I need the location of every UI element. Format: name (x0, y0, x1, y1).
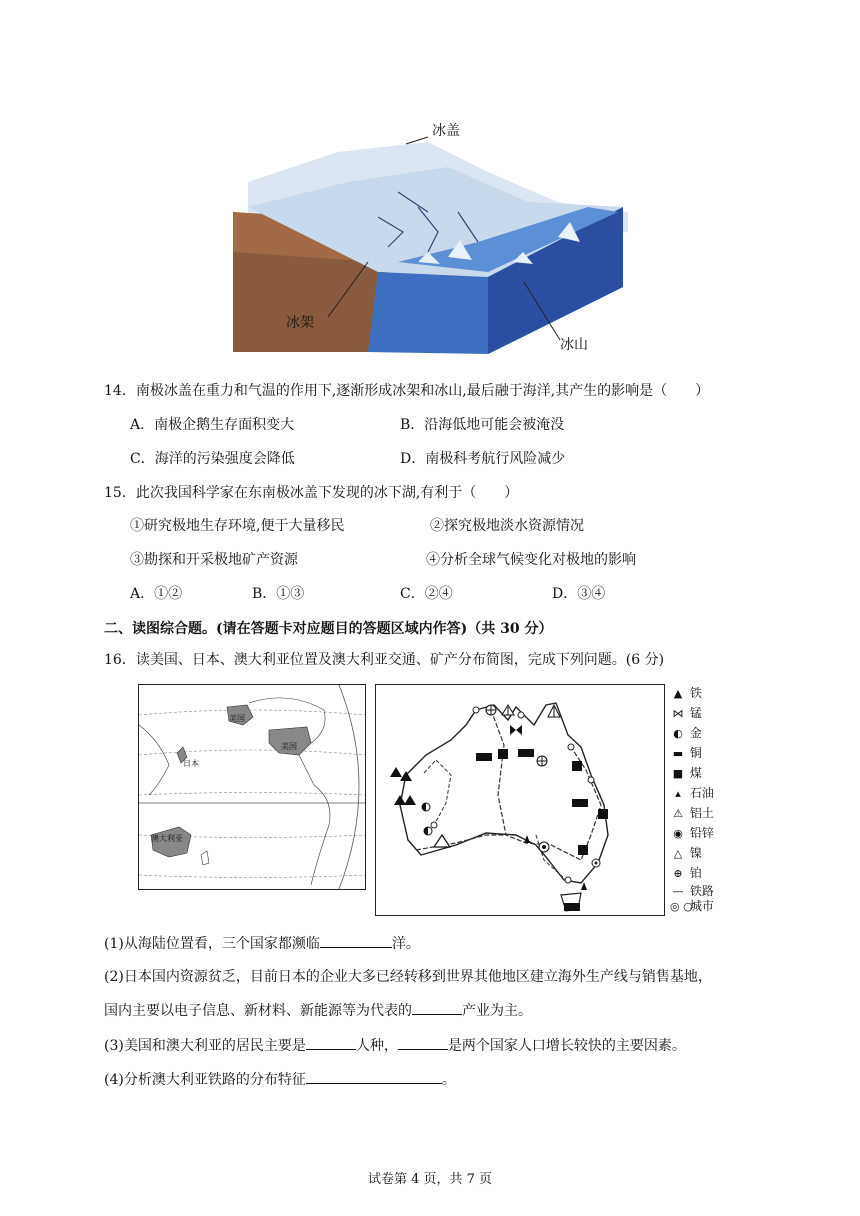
sub3-suffix: 是两个国家人口增长较快的主要因素。 (447, 1038, 686, 1054)
q16-stem: 16．读美国、日本、澳大利亚位置及澳大利亚交通、矿产分布简图，完成下列问题。(6 分) (104, 652, 665, 668)
q14-option-c: C．海洋的污染强度会降低 (130, 451, 295, 467)
q15-option-d: D．③④ (552, 586, 606, 602)
circle-dot-icon: ◉ (673, 827, 683, 840)
answer-blank[interactable] (398, 1035, 448, 1050)
q14-stem: 14．南极冰盖在重力和气温的作用下,逐渐形成冰架和冰山,最后融于海洋,其产生的影响是（ ） (104, 383, 710, 399)
iceberg-label: 冰山 (560, 337, 588, 353)
q15-option-b: B．①③ (252, 586, 305, 602)
q16-sub2-line2 (104, 1000, 532, 1021)
legend-label: 铂 (689, 866, 702, 880)
japan-label: 日本 (183, 759, 199, 768)
triangle-striped-icon: ⚠ (673, 807, 683, 820)
city-icon: ◎ ○ (670, 900, 693, 913)
q16-sub2-line1: (2)日本国内资源贫乏，目前日本的企业大多已经转移到世界其他地区建立海外生产线与销售基地， (104, 969, 712, 985)
australia-map (375, 684, 665, 916)
triangle-filled-icon: ▲ (673, 687, 683, 700)
q14-option-d: D．南极科考航行风险减少 (400, 451, 566, 467)
legend-nickel (670, 846, 702, 861)
legend-label: 铜 (689, 746, 702, 760)
sub3-mid: 人种， (355, 1038, 398, 1054)
alaska-label: 美国 (229, 714, 245, 723)
legend-label: 锰 (689, 706, 702, 720)
sub1-text: (1)从海陆位置看，三个国家都濒临 (104, 936, 320, 952)
legend-copper (670, 746, 702, 761)
oil-drop-icon: ▴ (675, 787, 681, 800)
q14-option-a: A．南极企鹅生存面积变大 (130, 417, 295, 433)
australia-map-svg (376, 685, 664, 915)
legend-railway (670, 884, 714, 899)
world-map (138, 684, 366, 890)
usa-label: 美国 (281, 742, 297, 751)
q16-sub4 (104, 1069, 456, 1090)
legend-oil (670, 786, 714, 801)
legend-label: 城市 (689, 899, 714, 913)
bowtie-icon: ⋈ (672, 707, 684, 720)
triangle-outline-icon: △ (673, 847, 683, 860)
square-icon: ■ (672, 767, 684, 780)
legend-label: 铁路 (689, 884, 714, 898)
q14-option-b: B．沿海低地可能会被淹没 (400, 417, 565, 433)
half-circle-icon: ◐ (673, 727, 683, 740)
legend-manganese (670, 706, 702, 721)
sub1-suffix: 洋。 (391, 936, 420, 952)
sub3-text: (3)美国和澳大利亚的居民主要是 (104, 1038, 306, 1054)
legend-label: 铝土 (689, 806, 714, 820)
australia-label: 澳大利亚 (151, 834, 183, 843)
sub2-suffix: 产业为主。 (462, 1003, 532, 1019)
q15-item-4: ④分析全球气候变化对极地的影响 (426, 552, 636, 568)
q15-option-a: A．①② (130, 586, 183, 602)
q15-item-1: ①研究极地生存环境,便于大量移民 (130, 518, 345, 534)
legend-coal (670, 766, 702, 781)
q16-sub1 (104, 933, 420, 954)
legend-iron (670, 686, 702, 701)
circle-cross-icon: ⊕ (673, 867, 683, 880)
legend-label: 石油 (689, 786, 714, 800)
q16-sub3 (104, 1035, 686, 1056)
legend-gold (670, 726, 702, 741)
legend-label: 镍 (689, 846, 702, 860)
answer-blank[interactable] (306, 1069, 442, 1084)
section-heading: 二、读图综合题。(请在答题卡对应题目的答题区域内作答)（共 30 分） (104, 621, 553, 637)
legend-label: 铁 (689, 686, 702, 700)
ice-cap-label: 冰盖 (432, 123, 460, 139)
q15-option-c: C．②④ (400, 586, 453, 602)
world-map-svg (139, 685, 365, 889)
legend-label: 铅锌 (689, 826, 714, 840)
answer-blank[interactable] (412, 1000, 462, 1015)
legend-platinum (670, 866, 702, 881)
answer-blank[interactable] (306, 1035, 356, 1050)
q15-item-2: ②探究极地淡水资源情况 (430, 518, 584, 534)
page-footer: 试卷第 4 页，共 7 页 (367, 1172, 493, 1187)
sub4-text: (4)分析澳大利亚铁路的分布特征 (104, 1072, 306, 1088)
legend-label: 煤 (689, 766, 702, 780)
q15-stem: 15．此次我国科学家在东南极冰盖下发现的冰下湖,有利于（ ） (104, 485, 519, 501)
legend-bauxite (670, 806, 714, 821)
sub2-text: 国内主要以电子信息、新材料、新能源等为代表的 (104, 1003, 412, 1019)
bar-icon: ▬ (672, 747, 684, 760)
legend-label: 金 (689, 726, 702, 740)
legend-city (670, 899, 714, 914)
ice-shelf-label: 冰架 (286, 315, 314, 331)
railway-icon: — (672, 885, 684, 898)
legend-lead-zinc (670, 826, 714, 841)
sub4-suffix: 。 (441, 1072, 456, 1088)
q15-item-3: ③勘探和开采极地矿产资源 (130, 552, 298, 568)
answer-blank[interactable] (320, 933, 392, 948)
ice-shelf-figure (228, 112, 648, 362)
